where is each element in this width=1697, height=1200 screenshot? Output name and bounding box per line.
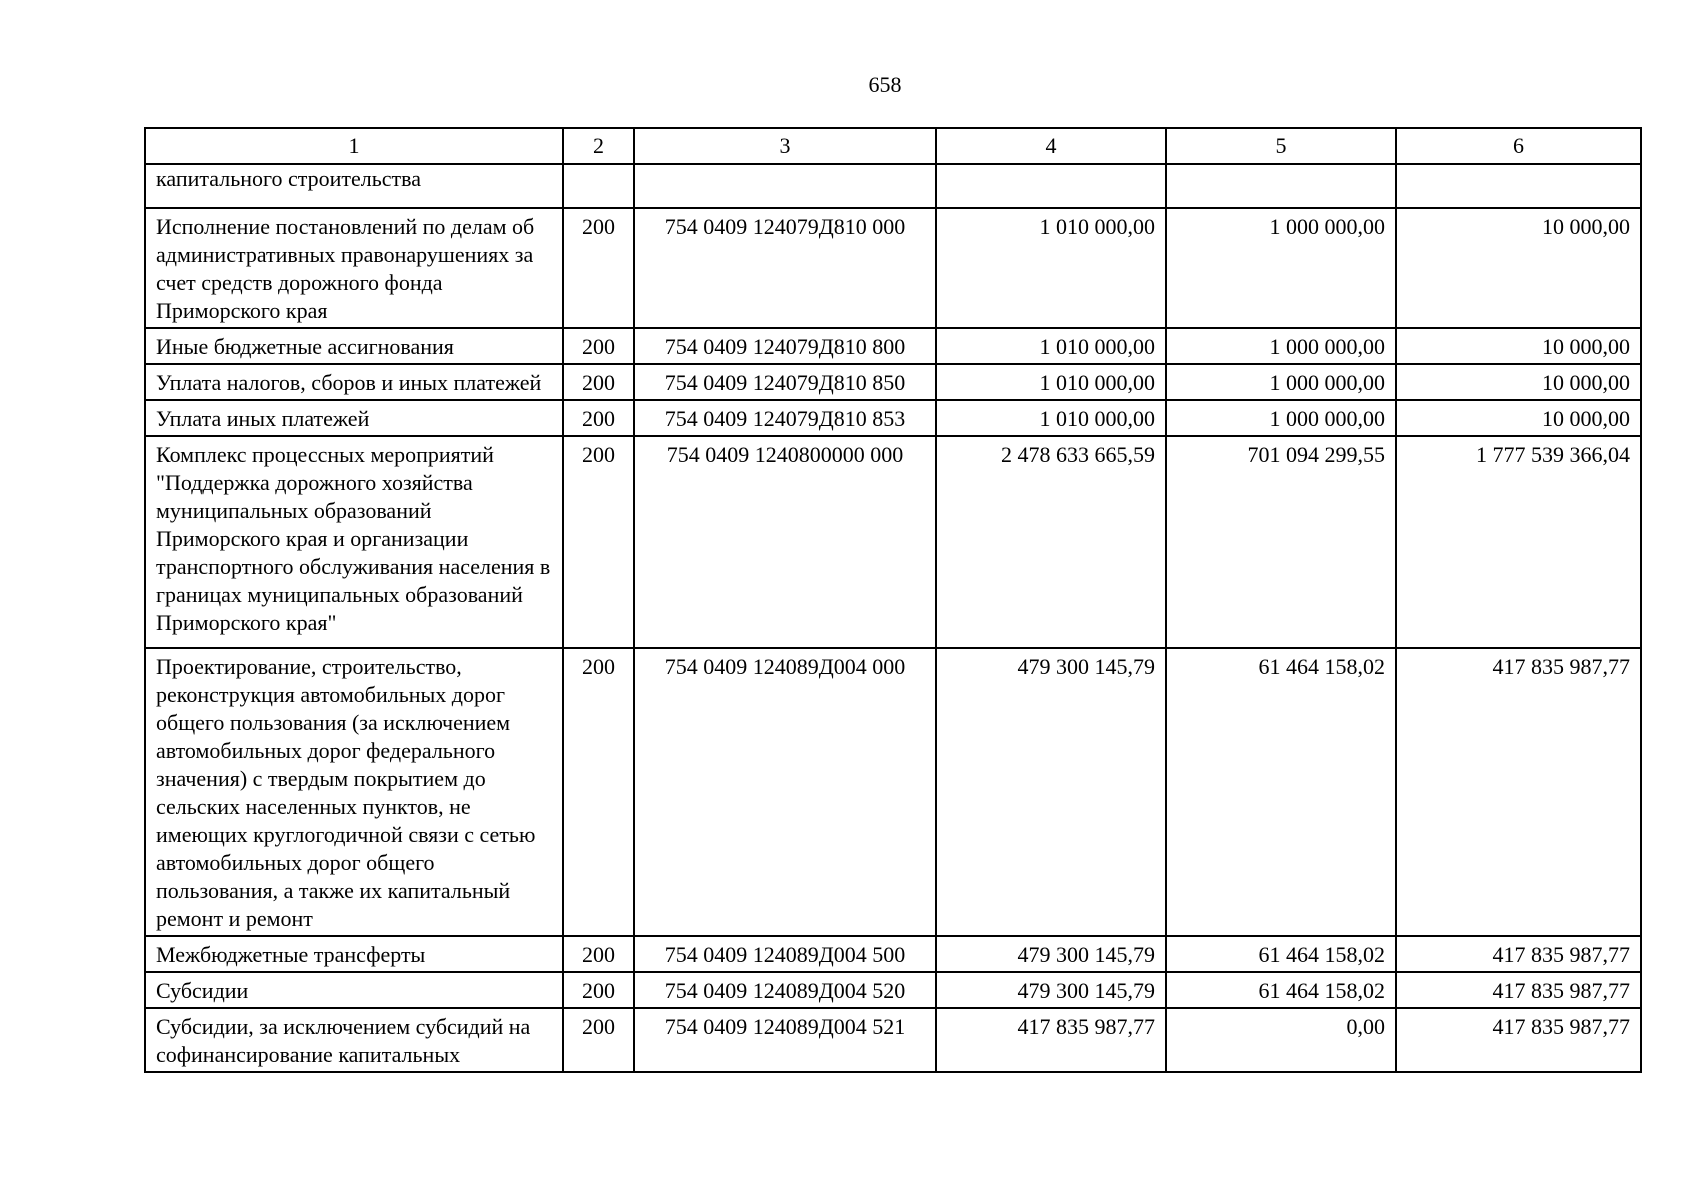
- table-row: [145, 936, 1641, 972]
- row-code: [563, 164, 634, 208]
- row-value-4: 1 010 000,00: [936, 208, 1166, 328]
- row-name: Исполнение постановлений по делам об административных правонарушениях за счет средств дорожного фонда Приморского края: [145, 208, 563, 328]
- row-value-5: 61 464 158,02: [1166, 648, 1396, 936]
- table-row: [145, 436, 1641, 648]
- row-value-4: 479 300 145,79: [936, 936, 1166, 972]
- row-value-4: 1 010 000,00: [936, 400, 1166, 436]
- row-value-6: 417 835 987,77: [1396, 972, 1641, 1008]
- row-value-6: [1396, 164, 1641, 208]
- row-kbk: 754 0409 124089Д004 520: [634, 972, 936, 1008]
- row-value-5: 1 000 000,00: [1166, 400, 1396, 436]
- row-name: Проектирование, строительство, реконструкция автомобильных дорог общего пользования (за исключением автомобильных дорог федерального значения) с твердым покрытием до сельских населенных пунктов, не имеющих круглогодичной связи с сетью автомобильных дорог общего пользования, а также их капитальный ремонт и ремонт: [145, 648, 563, 936]
- row-code: 200: [563, 364, 634, 400]
- row-name: Иные бюджетные ассигнования: [145, 328, 563, 364]
- column-header-2: 2: [563, 128, 634, 164]
- table-header-row: [145, 128, 1641, 164]
- row-code: 200: [563, 1008, 634, 1072]
- column-header-4: 4: [936, 128, 1166, 164]
- row-name: Субсидии: [145, 972, 563, 1008]
- row-code: 200: [563, 400, 634, 436]
- page-number: 658: [868, 72, 902, 97]
- row-name: Уплата налогов, сборов и иных платежей: [145, 364, 563, 400]
- row-name: Комплекс процессных мероприятий "Поддержка дорожного хозяйства муниципальных образований Приморского края и организации транспортного обслуживания населения в границах муниципальных образований Приморского края": [145, 436, 563, 648]
- row-value-4: 1 010 000,00: [936, 364, 1166, 400]
- row-code: 200: [563, 936, 634, 972]
- row-kbk: 754 0409 124079Д810 850: [634, 364, 936, 400]
- table-row: [145, 1008, 1641, 1072]
- table-row: [145, 648, 1641, 936]
- row-value-4: 417 835 987,77: [936, 1008, 1166, 1072]
- row-value-6: 10 000,00: [1396, 328, 1641, 364]
- row-value-4: 2 478 633 665,59: [936, 436, 1166, 648]
- row-name: Межбюджетные трансферты: [145, 936, 563, 972]
- table-row: [145, 164, 1641, 208]
- column-header-3: 3: [634, 128, 936, 164]
- row-value-5: 1 000 000,00: [1166, 208, 1396, 328]
- row-value-6: 417 835 987,77: [1396, 936, 1641, 972]
- budget-table: [144, 127, 1642, 1073]
- row-kbk: 754 0409 124089Д004 000: [634, 648, 936, 936]
- row-kbk: 754 0409 1240800000 000: [634, 436, 936, 648]
- row-kbk: 754 0409 124079Д810 800: [634, 328, 936, 364]
- row-value-6: 417 835 987,77: [1396, 1008, 1641, 1072]
- row-value-6: 417 835 987,77: [1396, 648, 1641, 936]
- row-kbk: [634, 164, 936, 208]
- row-value-6: 10 000,00: [1396, 364, 1641, 400]
- row-kbk: 754 0409 124079Д810 000: [634, 208, 936, 328]
- table-row: [145, 400, 1641, 436]
- column-header-5: 5: [1166, 128, 1396, 164]
- row-value-5: 0,00: [1166, 1008, 1396, 1072]
- row-code: 200: [563, 328, 634, 364]
- row-value-4: 479 300 145,79: [936, 648, 1166, 936]
- row-value-6: 10 000,00: [1396, 400, 1641, 436]
- row-value-5: 1 000 000,00: [1166, 364, 1396, 400]
- row-value-4: 479 300 145,79: [936, 972, 1166, 1008]
- table-row: [145, 328, 1641, 364]
- table-row: [145, 208, 1641, 328]
- row-value-6: 10 000,00: [1396, 208, 1641, 328]
- row-value-5: 1 000 000,00: [1166, 328, 1396, 364]
- table-row: [145, 364, 1641, 400]
- row-kbk: 754 0409 124079Д810 853: [634, 400, 936, 436]
- row-value-5: 61 464 158,02: [1166, 972, 1396, 1008]
- row-code: 200: [563, 972, 634, 1008]
- column-header-1: 1: [145, 128, 563, 164]
- row-code: 200: [563, 208, 634, 328]
- row-name: Субсидии, за исключением субсидий на софинансирование капитальных: [145, 1008, 563, 1072]
- table-row: [145, 972, 1641, 1008]
- row-value-4: [936, 164, 1166, 208]
- row-name: Уплата иных платежей: [145, 400, 563, 436]
- column-header-6: 6: [1396, 128, 1641, 164]
- row-value-6: 1 777 539 366,04: [1396, 436, 1641, 648]
- row-code: 200: [563, 436, 634, 648]
- row-value-5: 701 094 299,55: [1166, 436, 1396, 648]
- row-value-5: [1166, 164, 1396, 208]
- row-value-5: 61 464 158,02: [1166, 936, 1396, 972]
- row-kbk: 754 0409 124089Д004 521: [634, 1008, 936, 1072]
- row-code: 200: [563, 648, 634, 936]
- row-kbk: 754 0409 124089Д004 500: [634, 936, 936, 972]
- row-value-4: 1 010 000,00: [936, 328, 1166, 364]
- row-name: капитального строительства: [145, 164, 563, 208]
